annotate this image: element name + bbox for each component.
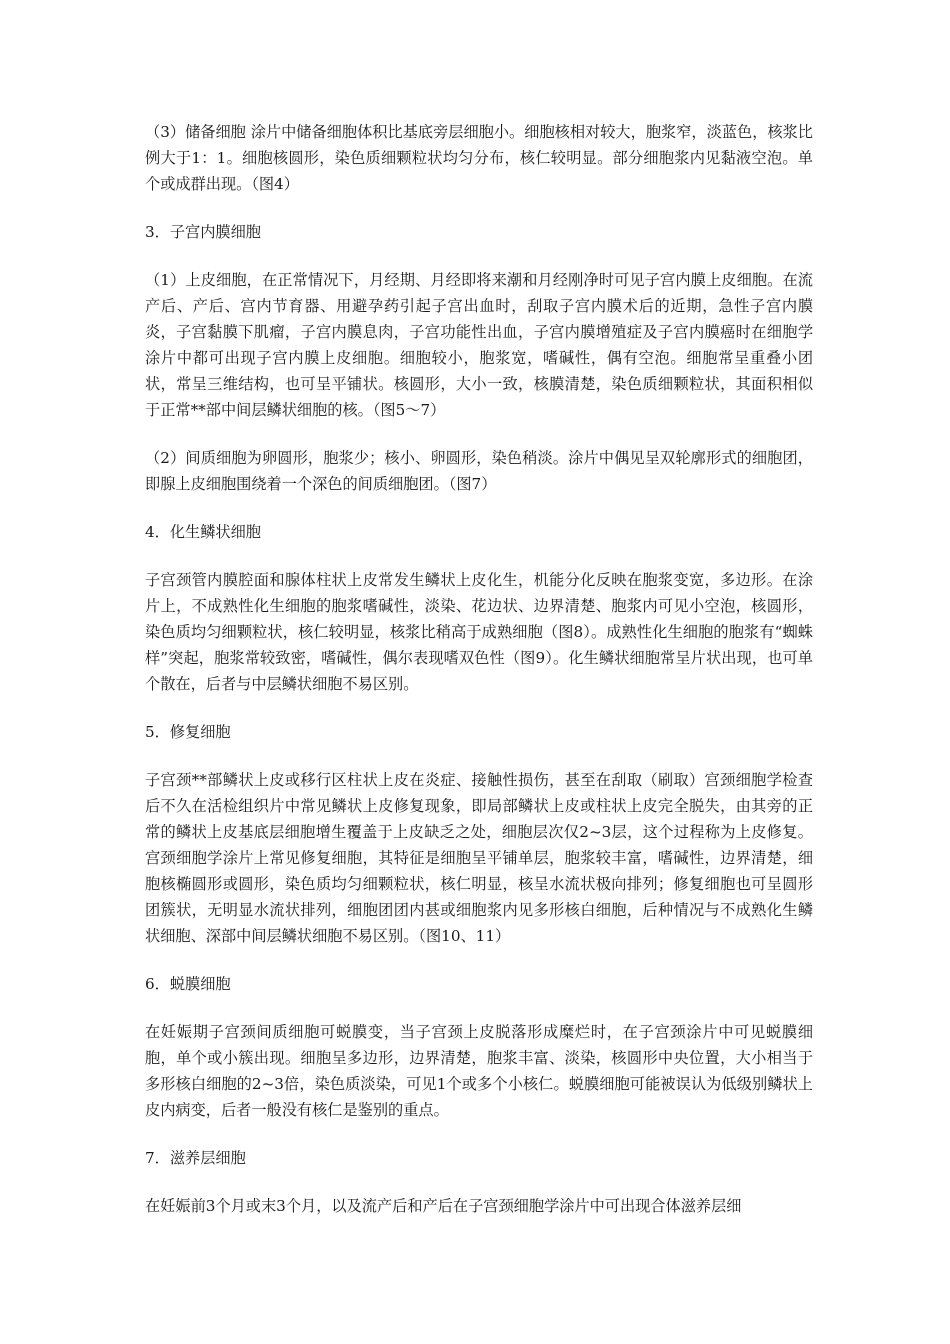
paragraph-decidual-cells: 在妊娠期子宫颈间质细胞可蜕膜变，当子宫颈上皮脱落形成糜烂时，在子宫颈涂片中可见蜕膜细胞，单个或小簇出现。细胞呈多边形，边界清楚，胞浆丰富、淡染，核圆形中央位置，大小相当于多形核白细胞的2~3倍，染色质淡染，可见1个或多个小核仁。蜕膜细胞可能被误认为低级别鳞状上皮内病变，后者一般没有核仁是鉴别的重点。 [145,1023,813,1119]
paragraph-reserve-cells: （3）储备细胞 涂片中储备细胞体积比基底旁层细胞小。细胞核相对较大，胞浆窄，淡蓝色，核浆比例大于1：1。细胞核圆形，染色质细颗粒状均匀分布，核仁较明显。部分细胞浆内见黏液空泡。单个或成群出现。（图4） [145,123,813,193]
heading-trophoblast-cells: 7．滋养层细胞 [145,1149,246,1167]
paragraph-repair-cells: 子宫颈**部鳞状上皮或移行区柱状上皮在炎症、接触性损伤，甚至在刮取（刷取）宫颈细胞学检查后不久在活检组织片中常见鳞状上皮修复现象，即局部鳞状上皮或柱状上皮完全脱失，由其旁的正常的鳞状上皮基底层细胞增生覆盖于上皮缺乏之处，细胞层次仅2~3层，这个过程称为上皮修复。宫颈细胞学涂片上常见修复细胞，其特征是细胞呈平铺单层，胞浆较丰富，嗜碱性，边界清楚，细胞核椭圆形或圆形，染色质均匀细颗粒状，核仁明显，核呈水流状极向排列；修复细胞也可呈圆形团簇状，无明显水流状排列，细胞团团内甚或细胞浆内见多形核白细胞，后种情况与不成熟化生鳞状细胞、深部中间层鳞状细胞不易区别。（图10、11） [145,771,813,945]
heading-decidual-cells: 6．蜕膜细胞 [145,975,231,993]
heading-metaplastic-squamous-cells: 4．化生鳞状细胞 [145,523,261,541]
paragraph-epithelial-cells: （1）上皮细胞，在正常情况下，月经期、月经即将来潮和月经刚净时可见子宫内膜上皮细胞。在流产后、产后、宫内节育器、用避孕药引起子宫出血时，刮取子宫内膜术后的近期，急性子宫内膜炎，子宫黏膜下肌瘤，子宫内膜息肉，子宫功能性出血，子宫内膜增殖症及子宫内膜癌时在细胞学涂片中都可出现子宫内膜上皮细胞。细胞较小，胞浆宽，嗜碱性，偶有空泡。细胞常呈重叠小团状，常呈三维结构，也可呈平铺状。核圆形，大小一致，核膜清楚，染色质细颗粒状，其面积相似于正常**部中间层鳞状细胞的核。（图5～7） [145,271,813,419]
heading-endometrial-cells: 3．子宫内膜细胞 [145,223,261,241]
document-page [145,119,813,1241]
paragraph-stromal-cells: （2）间质细胞为卵圆形，胞浆少；核小、卵圆形，染色稍淡。涂片中偶见呈双轮廓形式的细胞团，即腺上皮细胞围绕着一个深色的间质细胞团。（图7） [145,449,813,493]
paragraph-metaplastic-squamous-cells: 子宫颈管内膜腔面和腺体柱状上皮常发生鳞状上皮化生，机能分化反映在胞浆变宽，多边形。在涂片上，不成熟性化生细胞的胞浆嗜碱性，淡染、花边状、边界清楚、胞浆内可见小空泡，核圆形，染色质均匀细颗粒状，核仁较明显，核浆比稍高于成熟细胞（图8）。成熟性化生细胞的胞浆有“蜘蛛样”突起，胞浆常较致密，嗜碱性，偶尔表现嗜双色性（图9）。化生鳞状细胞常呈片状出现，也可单个散在，后者与中层鳞状细胞不易区别。 [145,571,813,693]
paragraph-trophoblast-cells: 在妊娠前3个月或末3个月，以及流产后和产后在子宫颈细胞学涂片中可出现合体滋养层细 [145,1197,742,1215]
heading-repair-cells: 5．修复细胞 [145,723,231,741]
